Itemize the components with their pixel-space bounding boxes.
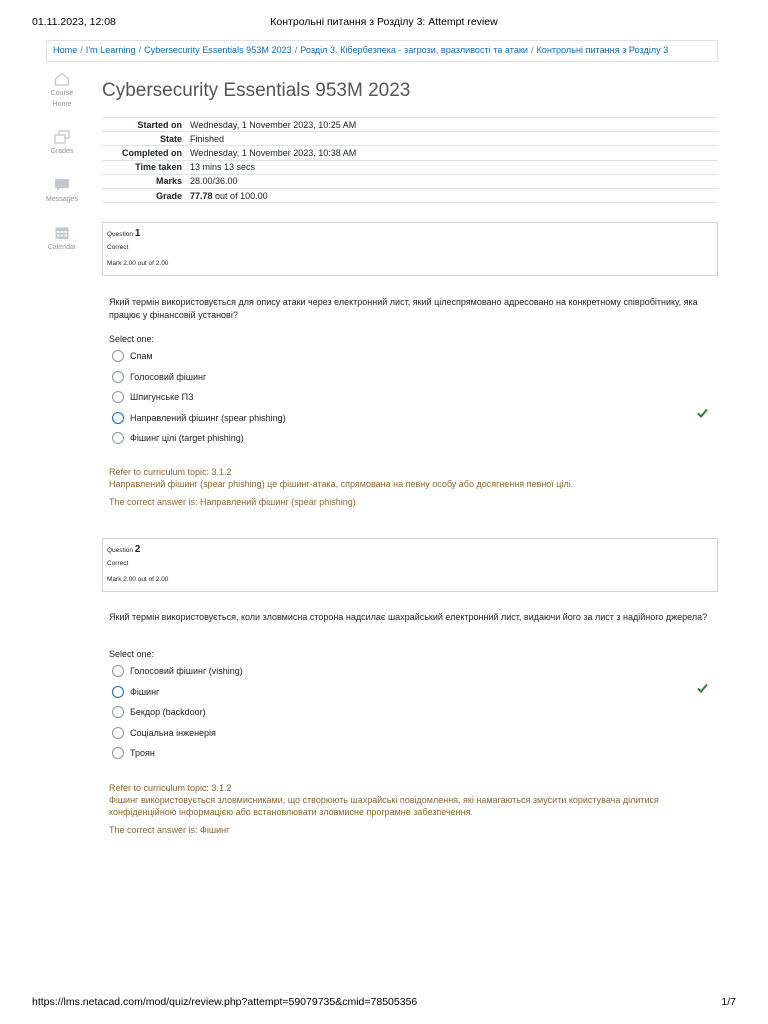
completed-value: Wednesday, 1 November 2023, 10:38 AM (190, 147, 357, 158)
nav-drawer (36, 72, 88, 274)
summary-row-grade (102, 188, 718, 202)
summary-row-completed (102, 146, 718, 160)
print-url: https://lms.netacad.com/mod/quiz/review.php?attempt=59079735&cmid=78505356 (32, 996, 418, 1008)
question-text: Який термін використовується, коли зловмисна сторона надсилає шахрайський електронний лист, видаючи його за лист з надійного джерела? (109, 612, 708, 622)
answer-list (112, 346, 712, 449)
started-label: Started on (137, 119, 182, 130)
marks-label: Marks (155, 176, 182, 187)
feedback-topic: Refer to curriculum topic: 3.1.2 (109, 467, 232, 477)
radio-button[interactable] (112, 727, 124, 739)
nav-label-calendar: Calendar (47, 244, 77, 251)
marks-value: 28.00/36.00 (190, 176, 238, 187)
question-text: Який термін використовується для опису атаки через електронний лист, який цілеспрямовано адресовано на конкретному співробітнику, яка працює у фінансовій установі? (109, 297, 698, 320)
breadcrumb (46, 40, 718, 62)
answer-label: Соціальна інженерія (130, 727, 216, 738)
select-one-label: Select one: (109, 334, 155, 344)
answer-label: Шпигунське ПЗ (130, 392, 194, 403)
nav-course-home[interactable] (36, 72, 88, 116)
answer-label: Бекдор (backdoor) (130, 707, 206, 718)
correct-answer: The correct answer is: Фішинг (109, 825, 230, 835)
home-icon (54, 72, 70, 86)
answer-option[interactable] (112, 723, 712, 744)
breadcrumb-home[interactable]: Home (53, 45, 78, 55)
answer-label: Фішинг цілі (target phishing) (130, 433, 244, 444)
correct-answer: The correct answer is: Направлений фішинг (spear phishing) (109, 497, 356, 507)
question-mark: Mark 2.00 out of 2.00 (107, 576, 169, 583)
breadcrumb-separator: / (80, 45, 83, 55)
answer-option[interactable] (112, 702, 712, 723)
grade-label: Grade (155, 190, 182, 201)
summary-row-started (102, 118, 718, 132)
state-label: State (159, 133, 182, 144)
grade-out-of: out of 100.00 (215, 190, 268, 201)
feedback-text: Фішинг використовується зловмисниками, що створюють шахрайські повідомлення, які намагаються змусити користувача ділитися конфіденційною інформацією або встановлювати зловмисне програмне забезпечення. (109, 795, 659, 817)
nav-label-grades: Grades (50, 148, 74, 155)
breadcrumb-quiz[interactable]: Контрольні питання з Розділу 3 (536, 45, 669, 55)
messages-icon (54, 178, 70, 192)
feedback-topic: Refer to curriculum topic: 3.1.2 (109, 783, 232, 793)
radio-button[interactable] (112, 371, 124, 383)
answer-option[interactable] (112, 661, 712, 682)
answer-label: Голосовий фішинг (vishing) (130, 666, 243, 677)
answer-label: Троян (130, 748, 155, 759)
breadcrumb-separator: / (530, 45, 534, 55)
answer-label: Голосовий фішинг (130, 371, 207, 382)
question-number (107, 544, 713, 555)
question-state: Correct (107, 560, 129, 567)
print-header (32, 16, 736, 30)
grade-score: 77.78 (190, 190, 213, 201)
answer-label: Фішинг (130, 686, 160, 697)
summary-row-time (102, 160, 718, 174)
nav-grades[interactable] (36, 130, 88, 164)
state-value: Finished (190, 133, 225, 144)
radio-button-selected[interactable] (112, 412, 124, 424)
question-state: Correct (107, 244, 129, 251)
answer-option[interactable] (112, 346, 712, 367)
summary-row-marks (102, 174, 718, 188)
radio-button[interactable] (112, 350, 124, 362)
answer-list (112, 661, 712, 764)
question-number-label: Question (107, 547, 134, 554)
breadcrumb-section[interactable]: Розділ 3. Кібербезпека - загрози, вразливості та атаки (300, 45, 528, 55)
question-mark: Mark 2.00 out of 2.00 (107, 260, 169, 267)
breadcrumb-separator: / (294, 45, 298, 55)
feedback-text: Направлений фішинг (spear phishing) це фішинг-атака, спрямована на певну особу або досягнення певної цілі. (109, 479, 574, 489)
select-one-label: Select one: (109, 649, 155, 659)
question-feedback (109, 466, 709, 508)
radio-button[interactable] (112, 432, 124, 444)
answer-option-selected[interactable] (112, 408, 712, 429)
breadcrumb-course[interactable]: Cybersecurity Essentials 953M 2023 (144, 45, 292, 55)
attempt-summary-table (102, 117, 718, 203)
started-value: Wednesday, 1 November 2023, 10:25 AM (190, 119, 357, 130)
question-info-box (102, 538, 718, 592)
breadcrumb-separator: / (138, 45, 142, 55)
question-feedback (109, 782, 709, 836)
time-value: 13 mins 13 secs (190, 162, 256, 173)
calendar-icon (54, 226, 70, 240)
print-datetime: 01.11.2023, 12:08 (32, 16, 116, 28)
answer-label: Спам (130, 351, 153, 362)
print-page-number: 1/7 (721, 996, 736, 1008)
answer-option-selected[interactable] (112, 682, 712, 703)
correct-check-icon (697, 683, 708, 693)
nav-label-messages: Messages (46, 196, 78, 203)
radio-button[interactable] (112, 747, 124, 759)
nav-label-course-home: Course Home (50, 90, 74, 108)
question-number-value: 2 (134, 544, 141, 555)
question-number (107, 228, 713, 239)
nav-calendar[interactable] (36, 226, 88, 260)
question-info-box (102, 222, 718, 276)
grades-icon (54, 130, 70, 144)
question-number-label: Question (107, 231, 134, 238)
correct-check-icon (697, 408, 708, 418)
radio-button-selected[interactable] (112, 686, 124, 698)
summary-row-state (102, 132, 718, 146)
answer-option[interactable] (112, 743, 712, 764)
radio-button[interactable] (112, 391, 124, 403)
radio-button[interactable] (112, 706, 124, 718)
answer-option[interactable] (112, 428, 712, 449)
print-title: Контрольні питання з Розділу 3: Attempt review (270, 16, 498, 28)
answer-option[interactable] (112, 367, 712, 388)
breadcrumb-im-learning[interactable]: I'm Learning (85, 45, 136, 55)
answer-label: Направлений фішинг (spear phishing) (130, 412, 286, 423)
grade-value (188, 188, 718, 202)
completed-label: Completed on (122, 147, 182, 158)
time-label: Time taken (135, 162, 182, 173)
nav-messages[interactable] (36, 178, 88, 212)
radio-button[interactable] (112, 665, 124, 677)
answer-option[interactable] (112, 387, 712, 408)
question-number-value: 1 (134, 228, 141, 239)
page-title: Cybersecurity Essentials 953M 2023 (102, 80, 411, 101)
